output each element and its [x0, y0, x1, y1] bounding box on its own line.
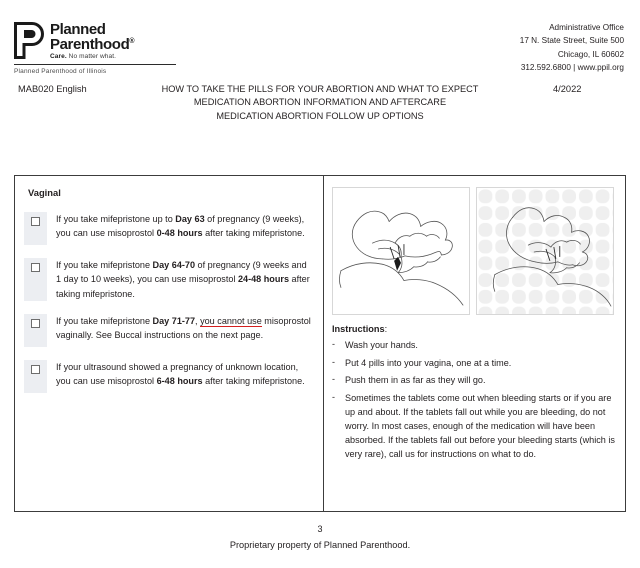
logo-line-2: Parenthood — [50, 36, 130, 53]
title-line-1: HOW TO TAKE THE PILLS FOR YOUR ABORTION AND WHAT TO EXPECT — [161, 84, 479, 94]
logo-tagline-rest: No matter what. — [66, 53, 117, 60]
checkbox-cell[interactable] — [24, 314, 47, 347]
page-number: 3 — [317, 524, 323, 534]
vaginal-insertion-illustration-2 — [476, 187, 614, 315]
instruction-text: Wash your hands. — [345, 340, 418, 350]
instruction-text: Sometimes the tablets come out when bleeding starts or if you are up and about. If the tablets fall out while you are bleeding, do not worry. In most cases, enough of the medication will have been absorbed. If the tablets fall out before your bleeding starts (which is very rare), call us for instructions on what to do. — [345, 392, 615, 460]
logo-line-1: Planned — [50, 21, 106, 38]
checkbox-option-row[interactable] — [24, 212, 314, 245]
instruction-item — [332, 391, 617, 461]
pp-monogram-icon — [14, 22, 44, 59]
title-line-3: MEDICATION ABORTION FOLLOW UP OPTIONS — [216, 110, 424, 121]
checkbox-option-row[interactable] — [24, 258, 314, 301]
bullet-icon: - — [332, 356, 335, 367]
logo-divider — [14, 64, 176, 65]
instructions-table — [14, 175, 626, 512]
checkbox-option-text: If your ultrasound showed a pregnancy of unknown location, you can use misoprostol 6-48 hours after taking mifepristone. — [56, 362, 305, 387]
checkbox-option-text: If you take mifepristone up to Day 63 of pregnancy (9 weeks), you can use misoprostol 0-48 hours after taking mifepristone. — [56, 214, 305, 239]
title-line-2: MEDICATION ABORTION INFORMATION AND AFTERCARE — [193, 97, 447, 108]
checkbox-option-list — [24, 212, 314, 393]
logo-tagline-bold: Care. — [50, 53, 67, 60]
instruction-item — [332, 338, 617, 352]
instruction-text: Put 4 pills into your vagina, one at a time. — [345, 357, 512, 368]
instructions-heading — [332, 324, 617, 334]
bullet-icon: - — [332, 391, 335, 402]
affiliate-name: Planned Parenthood of Illinois — [14, 67, 107, 75]
proprietary-notice: Proprietary property of Planned Parenthood. — [229, 540, 411, 550]
section-title-vaginal: Vaginal — [28, 187, 61, 198]
address-line-1: Administrative Office — [549, 23, 624, 32]
checkbox-4[interactable] — [31, 365, 40, 374]
checkbox-1[interactable] — [31, 217, 40, 226]
checkbox-option-text: If you take mifepristone Day 64-70 of pregnancy (9 weeks and 1 day to 10 weeks), you can use misoprostol 24-48 hours after taking mifepristone. — [56, 260, 310, 299]
instructions-column — [324, 176, 625, 511]
instructions-label: Instructions — [332, 324, 385, 334]
address-line-4: 312.592.6800 | www.ppil.org — [520, 62, 624, 72]
address-line-2: 17 N. State Street, Suite 500 — [519, 36, 624, 46]
checkbox-option-row[interactable] — [24, 360, 314, 393]
document-date: 4/2022 — [553, 84, 582, 94]
administrative-address — [520, 21, 624, 74]
checkbox-cell[interactable] — [24, 258, 47, 301]
instruction-list — [332, 338, 617, 461]
instruction-text: Push them in as far as they will go. — [345, 375, 486, 386]
vaginal-options-column — [15, 176, 324, 511]
registered-mark: ® — [129, 38, 135, 45]
instructions-colon: : — [384, 324, 388, 334]
bullet-icon: - — [332, 374, 335, 385]
illustration-group — [332, 187, 617, 315]
planned-parenthood-logo — [14, 22, 184, 75]
document-title — [120, 83, 520, 123]
checkbox-option-row[interactable] — [24, 314, 314, 347]
vaginal-insertion-illustration-1 — [332, 187, 470, 315]
instruction-item — [332, 356, 617, 370]
checkbox-2[interactable] — [31, 263, 40, 272]
checkbox-cell[interactable] — [24, 360, 47, 393]
address-line-3: Chicago, IL 60602 — [557, 49, 624, 59]
checkbox-3[interactable] — [31, 319, 40, 328]
checkbox-option-text: If you take mifepristone Day 71-77, you cannot use misoprostol vaginally. See Buccal instructions on the next page. — [56, 316, 311, 341]
document-id: MAB020 English — [18, 84, 87, 94]
bullet-icon: - — [332, 339, 335, 349]
checkbox-cell[interactable] — [24, 212, 47, 245]
instruction-item — [332, 373, 617, 387]
